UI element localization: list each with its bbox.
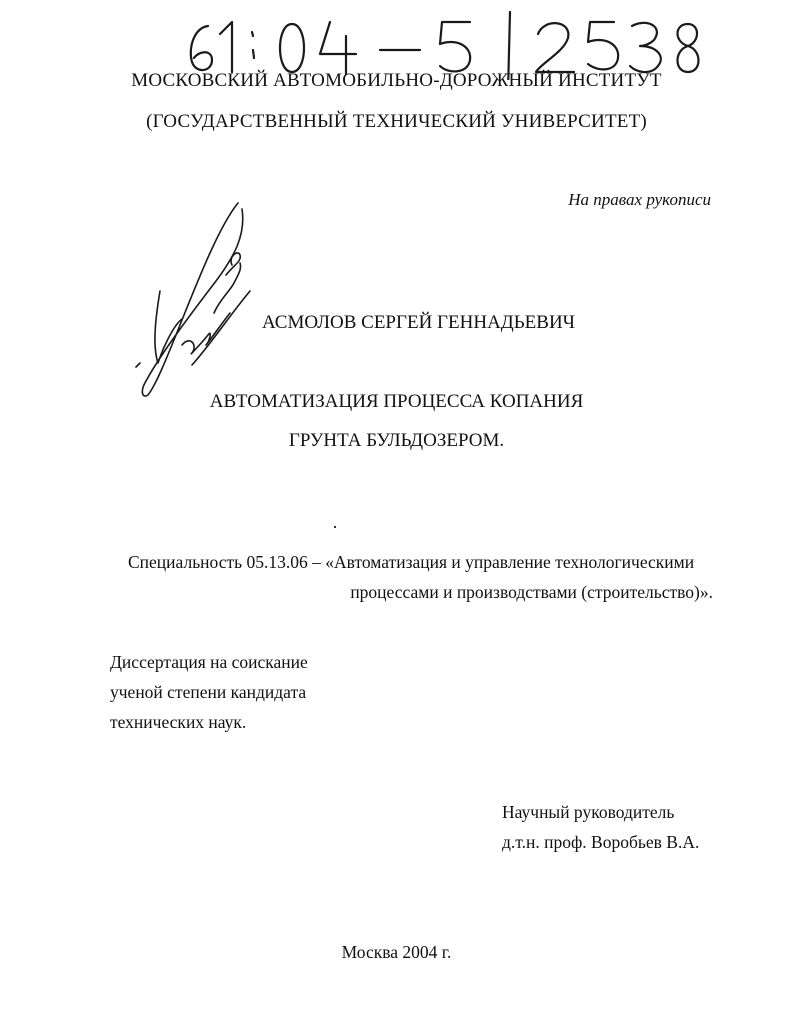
dissertation-title-line-1: АВТОМАТИЗАЦИЯ ПРОЦЕССА КОПАНИЯ	[209, 391, 584, 412]
specialty-line-2: процессами и производствами (строительство)».	[350, 582, 713, 602]
degree-line-2: ученой степени кандидата	[110, 682, 307, 702]
author-signature	[130, 195, 270, 405]
supervisor-name: д.т.н. проф. Воробьев В.А.	[502, 832, 700, 852]
author-name: АСМОЛОВ СЕРГЕЙ ГЕННАДЬЕВИЧ	[262, 312, 576, 333]
degree-line-3: технических наук.	[110, 712, 247, 732]
dissertation-title-line-2: ГРУНТА БУЛЬДОЗЕРОМ.	[288, 430, 505, 451]
institute-status: (ГОСУДАРСТВЕННЫЙ ТЕХНИЧЕСКИЙ УНИВЕРСИТЕТ)	[146, 111, 647, 132]
place-and-year: Москва 2004 г.	[341, 942, 452, 962]
institute-name: МОСКОВСКИЙ АВТОМОБИЛЬНО-ДОРОЖНЫЙ ИНСТИТУТ	[131, 70, 662, 91]
scan-speck	[334, 526, 336, 528]
supervisor-label: Научный руководитель	[502, 802, 675, 822]
manuscript-rights-note: На правах рукописи	[568, 190, 711, 209]
degree-line-1: Диссертация на соискание	[110, 652, 308, 672]
specialty-line-1: Специальность 05.13.06 – «Автоматизация и управление технологическими	[128, 552, 695, 572]
